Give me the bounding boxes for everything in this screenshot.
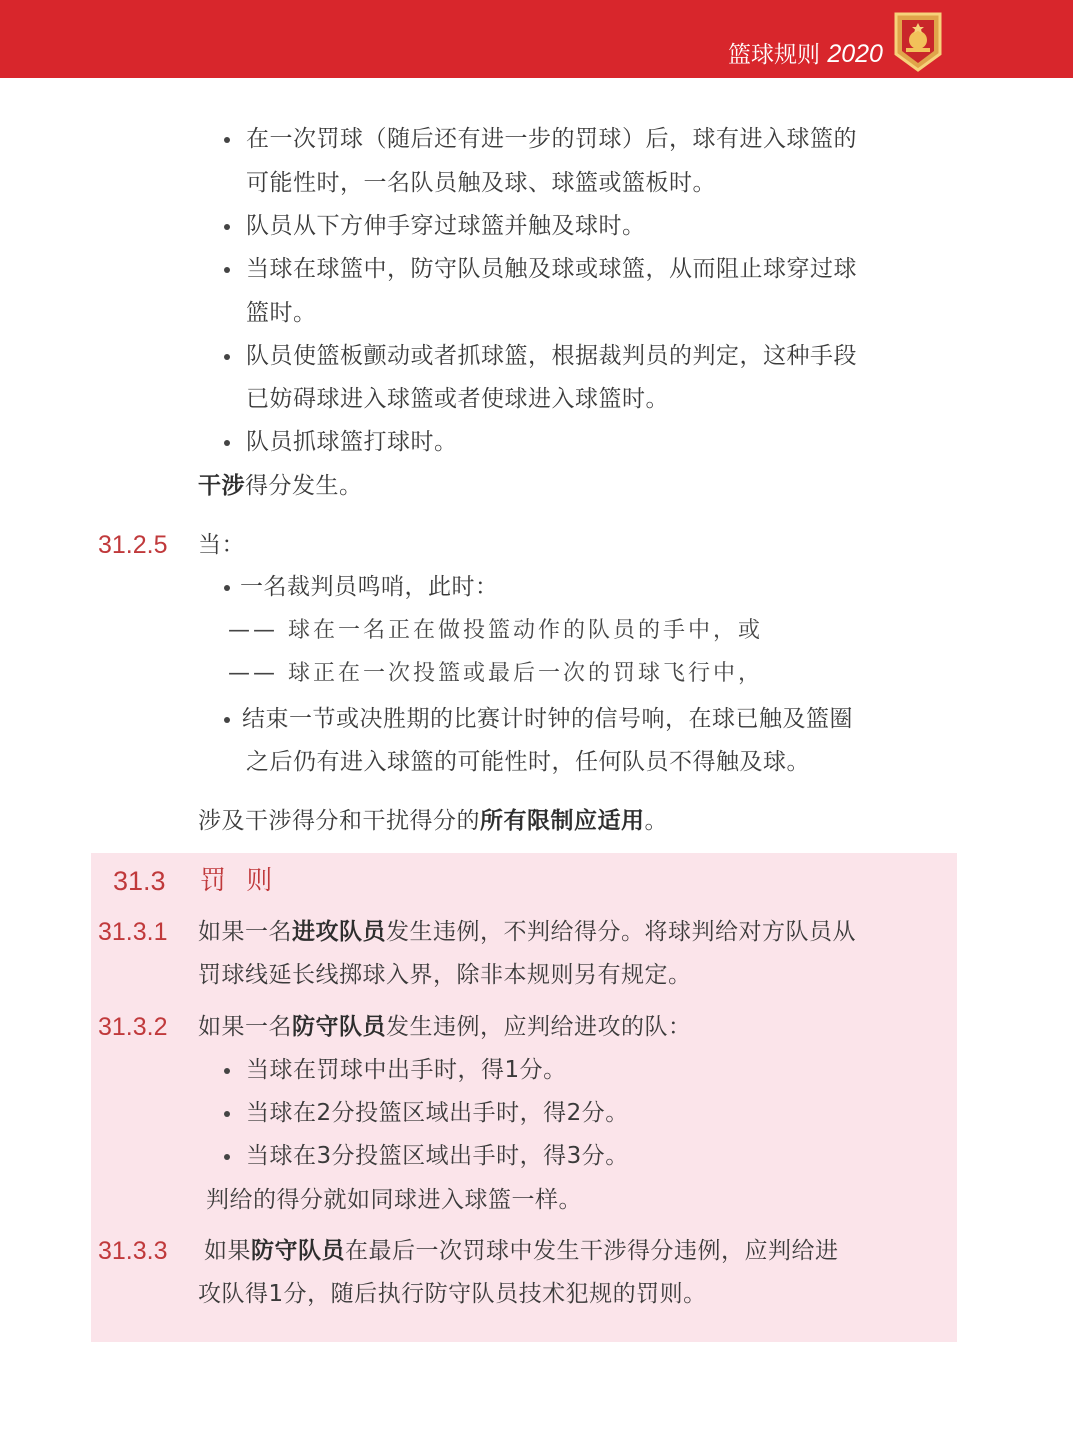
section-number: 31.2.5: [98, 531, 168, 559]
section-number: 31.3.2: [98, 1013, 168, 1041]
list-item: 一名裁判员鸣哨，此时：: [240, 574, 499, 600]
list-item: 当球在球篮中，防守队员触及球或球篮，从而阻止球穿过球: [246, 256, 857, 282]
list-item: 当球在3分投篮区域出手时，得3分。: [246, 1143, 629, 1169]
list-item-cont: 之后仍有进入球篮的可能性时，任何队员不得触及球。: [246, 749, 810, 775]
dash-item: —— 球在一名正在做投篮动作的队员的手中，或: [228, 618, 763, 643]
list-item: 当球在2分投篮区域出手时，得2分。: [246, 1100, 629, 1126]
list-item-cont: 可能性时，一名队员触及球、球篮或篮板时。: [246, 170, 716, 196]
rule-text-cont: 攻队得1分，随后执行防守队员技术犯规的罚则。: [198, 1281, 707, 1307]
list-item: 在一次罚球（随后还有进一步的罚球）后，球有进入球篮的: [246, 126, 857, 152]
rule-text: 如果一名进攻队员发生违例，不判给得分。将球判给对方队员从: [198, 919, 856, 945]
dash-item: —— 球正在一次投篮或最后一次的罚球飞行中，: [228, 661, 763, 686]
rule-note: 判给的得分就如同球进入球篮一样。: [206, 1187, 582, 1213]
bullet-dot: [224, 585, 230, 591]
bullet-dot: [224, 267, 230, 273]
section-number: 31.3.1: [98, 918, 168, 946]
bullet-dot: [224, 224, 230, 230]
section-number: 31.3.3: [98, 1237, 168, 1265]
rule-text: 如果防守队员在最后一次罚球中发生干涉得分违例，应判给进: [204, 1238, 839, 1264]
list-item: 队员抓球篮打球时。: [246, 429, 458, 455]
bullet-dot: [224, 1068, 230, 1074]
section-number: 31.3: [113, 866, 166, 896]
bullet-dot: [224, 717, 230, 723]
section-title: 罚 则: [200, 866, 279, 896]
rulebook-badge-icon: [893, 10, 943, 72]
bullet-dot: [224, 1154, 230, 1160]
bullet-dot: [224, 137, 230, 143]
header-title: 篮球规则 2020: [728, 40, 883, 68]
conclusion-text: 干涉得分发生。: [198, 473, 363, 499]
bullet-dot: [224, 1111, 230, 1117]
rule-text: 如果一名防守队员发生违例，应判给进攻的队：: [198, 1014, 692, 1040]
section-text: 当：: [198, 532, 245, 558]
list-item-cont: 篮时。: [246, 300, 317, 326]
list-item: 队员使篮板颤动或者抓球篮，根据裁判员的判定，这种手段: [246, 343, 857, 369]
header-year: 2020: [827, 40, 883, 68]
list-item: 结束一节或决胜期的比赛计时钟的信号响，在球已触及篮圈: [242, 706, 853, 732]
bullet-dot: [224, 440, 230, 446]
list-item-cont: 已妨碍球进入球篮或者使球进入球篮时。: [246, 386, 669, 412]
rule-text-cont: 罚球线延长线掷球入界，除非本规则另有规定。: [198, 962, 692, 988]
page-header: [0, 0, 1073, 78]
list-item: 当球在罚球中出手时，得1分。: [246, 1057, 567, 1083]
list-item: 队员从下方伸手穿过球篮并触及球时。: [246, 213, 646, 239]
applies-text: 涉及干涉得分和干扰得分的所有限制应适用。: [198, 808, 668, 834]
bullet-dot: [224, 354, 230, 360]
